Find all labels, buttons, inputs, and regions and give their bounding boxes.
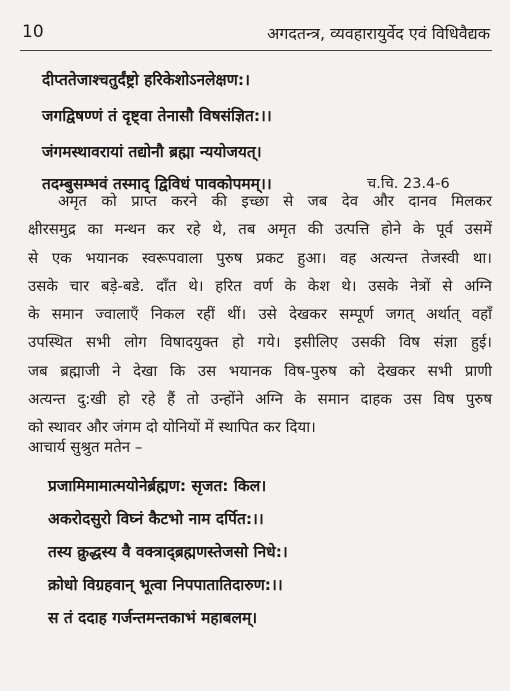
paragraph-line: अमृत को प्राप्त करने की इच्छा से जब देव और दानव मिलकर bbox=[58, 192, 492, 210]
paragraph-line: उसके चार बड़े-बडे. दाँत थे। हरित वर्ण के केश थे। उसके नेत्रों से अग्नि bbox=[28, 276, 492, 295]
verse-line: जगद्विषण्णं तं दृष्ट्वा तेनासौ विषसंज्ञित:।। bbox=[42, 107, 272, 125]
verse-line: प्रजामिमामात्मयोनेर्ब्रह्मण: सृजत: किल। bbox=[48, 477, 267, 495]
paragraph-line: को स्थावर और जंगम दो योनियों में स्थापित कर दिया। bbox=[28, 418, 316, 437]
commentary-paragraph bbox=[28, 187, 492, 442]
verse-line: तदम्बुसम्भवं तस्माद् द्विविधं पावकोपमम्।। bbox=[42, 175, 272, 193]
verse-line: दीप्ततेजाश्चतुर्दंष्ट्रो हरिकेशोऽनलेक्षण:। bbox=[42, 71, 250, 89]
paragraph-line: जब ब्रह्माजी ने देखा कि उस भयानक विष-पुरुष को देखकर सभी प्राणी bbox=[28, 361, 492, 380]
page-header bbox=[22, 22, 490, 46]
paragraph-line: से एक भयानक स्वरूपवाला पुरुष प्रकट हुआ। वह अत्यन्त तेजस्वी था। bbox=[28, 248, 492, 267]
verse-line: अकरोदसुरो विघ्नं कैटभो नाम दर्पित:।। bbox=[48, 510, 264, 528]
verse-line: क्रोधो विग्रहवान् भूत्वा निपपातातिदारुण:।। bbox=[48, 576, 283, 594]
paragraph-line: अत्यन्त दु:खी हो रहे हैं तो उन्होंने अग्नि के समान दाहक उस विष पुरुष bbox=[28, 390, 492, 409]
page-number: 10 bbox=[22, 22, 44, 42]
citation-intro: आचार्य सुश्रुत मतेन – bbox=[28, 438, 143, 456]
running-title: अगदतन्त्र, व्यवहारायुर्वेद एवं विधिवैद्यक bbox=[267, 24, 490, 43]
paragraph-line: उपस्थित सभी लोग विषादयुक्त हो गये। इसीलिए उसकी विष संज्ञा हुई। bbox=[28, 333, 492, 352]
paragraph-line: क्षीरसमुद्र का मन्थन कर रहे थे, तब अमृत की उत्पत्ति होने के पूर्व उसमें bbox=[28, 220, 492, 239]
verse-line: तस्य क्रुद्धस्य वै वक्त्राद्ब्रह्मणस्तेजसो निधे:। bbox=[48, 543, 288, 561]
verse-line: जंगमस्थावरायां तद्योनौ ब्रह्मा न्ययोजयत्। bbox=[42, 143, 262, 161]
verse-reference: च.चि. 23.4-6 bbox=[367, 176, 450, 192]
verse-line: स तं ददाह गर्जन्तमन्तकाभं महाबलम्। bbox=[48, 609, 258, 627]
header-rule bbox=[20, 50, 492, 51]
paragraph-line: के समान ज्वालाएँ निकल रहीं थीं। उसे देखकर सम्पूर्ण जगत् अर्थात् वहाँ bbox=[28, 305, 492, 324]
